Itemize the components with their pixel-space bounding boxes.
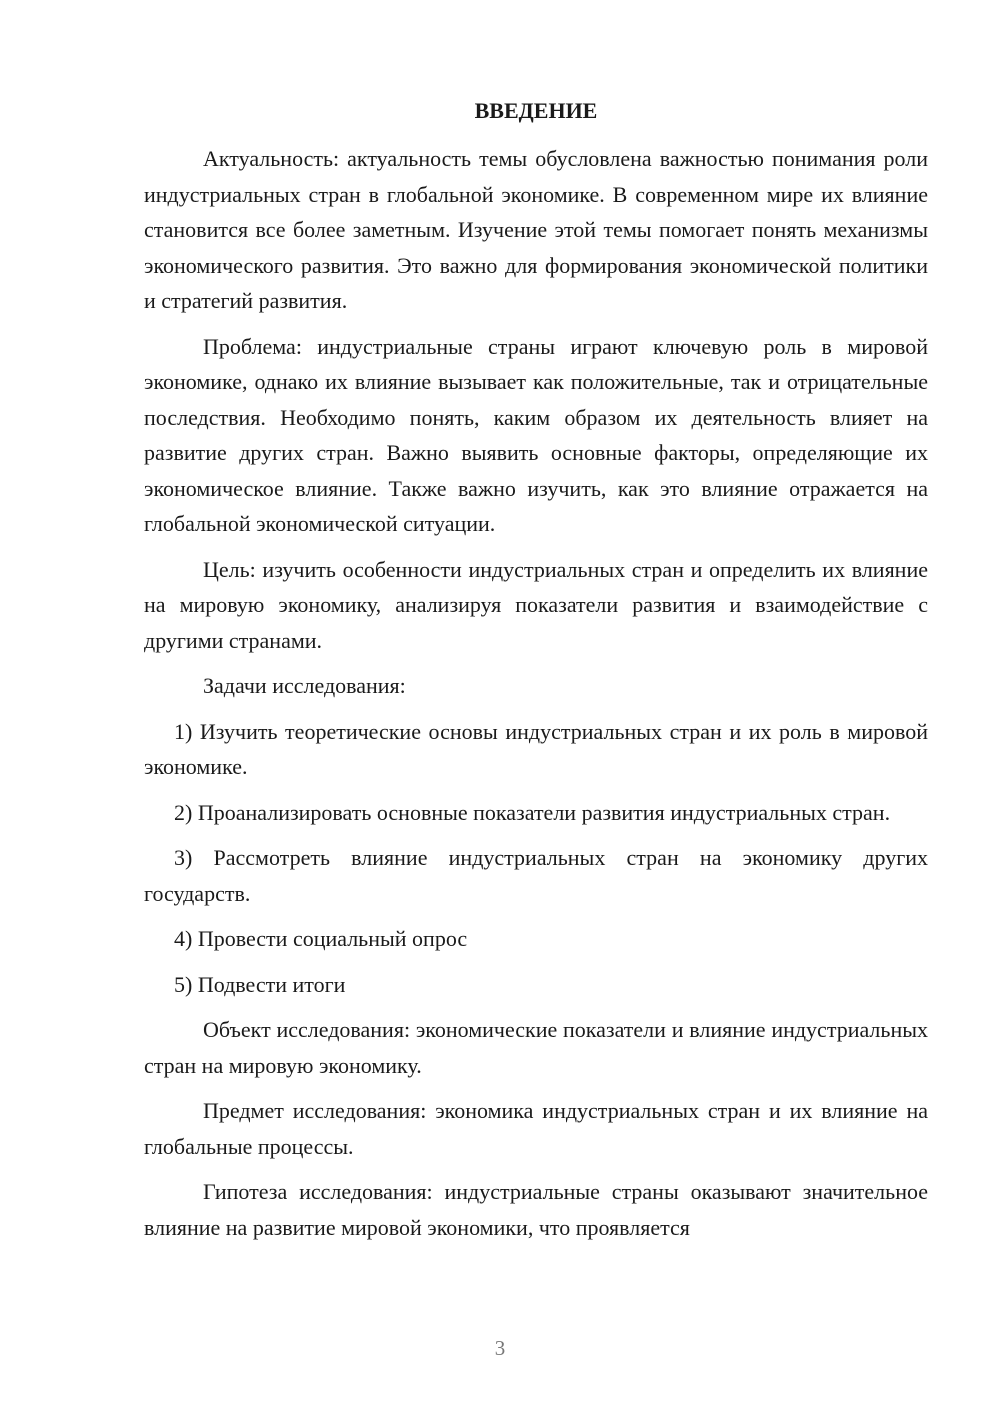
tasks-heading: Задачи исследования: bbox=[203, 673, 406, 698]
task-item-5: 5) Подвести итоги bbox=[174, 971, 346, 997]
paragraph-object: Объект исследования: экономические показатели и влияние индустриальных стран на мировую экономику. bbox=[144, 1017, 928, 1078]
paragraph-hypothesis: Гипотеза исследования: индустриальные страны оказывают значительное влияние на развитие мировой экономики, что проявляется bbox=[144, 1179, 928, 1240]
task-item-4: 4) Провести социальный опрос bbox=[174, 926, 468, 951]
task-item-3: 3) Рассмотреть влияние индустриальных стран на экономику других государств. bbox=[144, 845, 928, 906]
task-item-2: 2) Проанализировать основные показатели развития индустриальных стран. bbox=[174, 799, 891, 825]
paragraph-subject: Предмет исследования: экономика индустриальных стран и их влияние на глобальные процессы. bbox=[144, 1098, 928, 1159]
task-item-1: 1) Изучить теоретические основы индустриальных стран и их роль в мировой экономике. bbox=[144, 718, 928, 779]
paragraph-problem: Проблема: индустриальные страны играют ключевую роль в мировой экономике, однако их влияние вызывает как положительные, так и отрицательные последствия. Необходимо понять, каким образом их деятельность влияет на развитие других стран. Важно выявить основные факторы, определяющие их экономическое влияние. Также важно изучить, как это влияние отражается на глобальной экономической ситуации. bbox=[144, 333, 928, 536]
section-title: ВВЕДЕНИЕ bbox=[474, 98, 598, 123]
paragraph-goal: Цель: изучить особенности индустриальных стран и определить их влияние на мировую экономику, анализируя показатели развития и взаимодействие с другими странами. bbox=[144, 556, 928, 653]
paragraph-relevance: Актуальность: актуальность темы обусловлена важностью понимания роли индустриальных стран в глобальной экономике. В современном мире их влияние становится все более заметным. Изучение этой темы помогает понять механизмы экономического развития. Это важно для формирования экономической политики и стратегий развития. bbox=[144, 146, 928, 313]
document-body bbox=[144, 141, 928, 1245]
page-number: 3 bbox=[494, 1336, 506, 1360]
